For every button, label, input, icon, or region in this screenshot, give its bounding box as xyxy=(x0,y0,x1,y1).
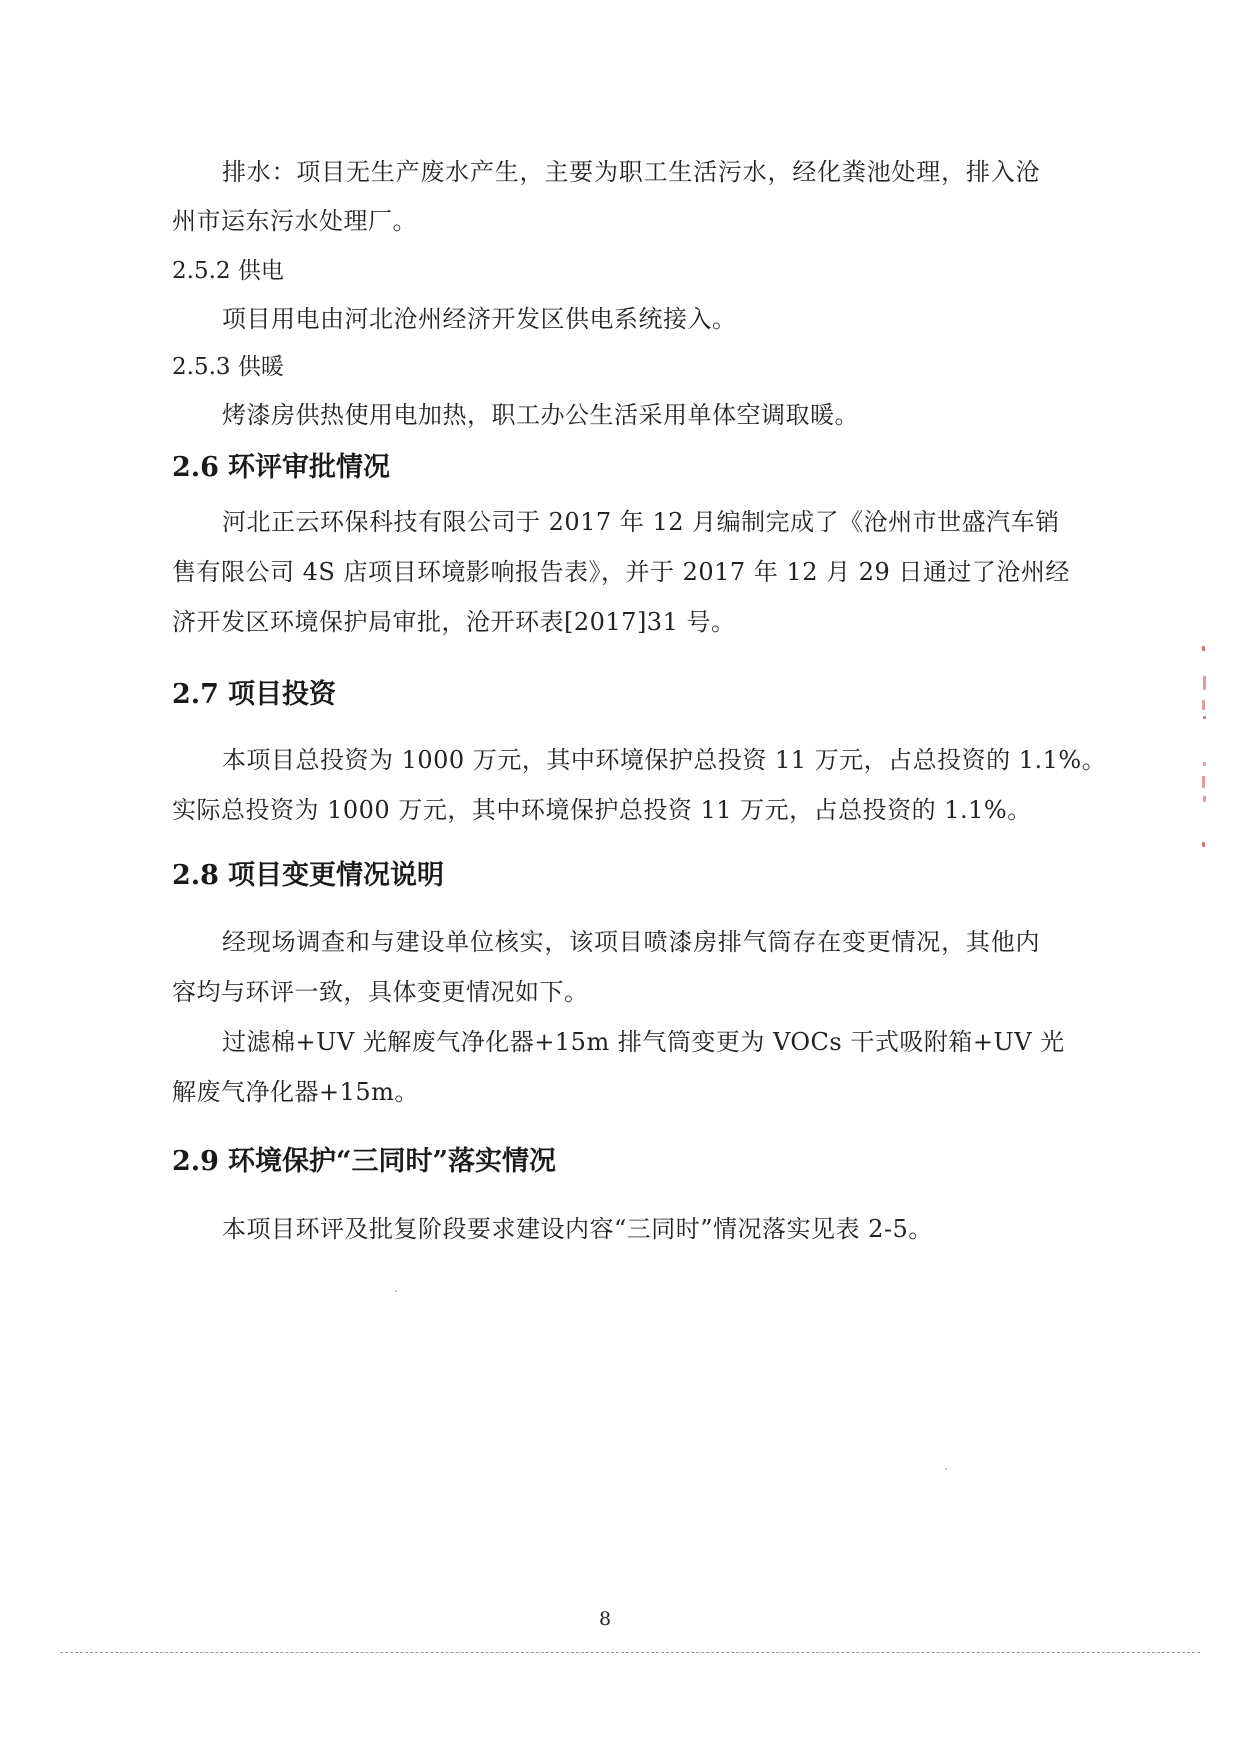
eia-approval-line-2: 售有限公司 4S 店项目环境影响报告表》，并于 2017 年 12 月 29 日通过了沧州经 xyxy=(172,558,1070,586)
power-supply-paragraph: 项目用电由河北沧州经济开发区供电系统接入。 xyxy=(222,305,737,333)
subsection-heading-2-5-3: 2.5.3 供暖 xyxy=(172,354,284,380)
stamp-mark xyxy=(1202,646,1205,651)
eia-approval-line-3: 济开发区环境保护局审批，沧开环表[2017]31 号。 xyxy=(172,608,736,636)
stamp-mark xyxy=(1203,676,1206,690)
change-line-2: 容均与环评一致，具体变更情况如下。 xyxy=(172,978,589,1006)
section-title: 项目投资 xyxy=(228,679,336,710)
stamp-mark xyxy=(1203,716,1206,719)
stamp-mark xyxy=(1203,796,1206,802)
section-title: 项目变更情况说明 xyxy=(228,860,444,891)
change-line-3: 过滤棉+UV 光解废气净化器+15m 排气筒变更为 VOCs 干式吸附箱+UV 光 xyxy=(222,1028,1065,1056)
section-title: 环境保护“三同时”落实情况 xyxy=(228,1146,557,1177)
drainage-line-2: 州市运东污水处理厂。 xyxy=(172,207,417,235)
subsection-heading-2-5-2: 2.5.2 供电 xyxy=(172,258,284,284)
stamp-mark xyxy=(1202,842,1205,847)
section-number: 2.7 xyxy=(172,679,219,710)
drainage-line-1: 排水：项目无生产废水产生，主要为职工生活污水，经化粪池处理，排入沧 xyxy=(222,158,1040,186)
section-number: 2.8 xyxy=(172,860,219,891)
investment-line-2: 实际总投资为 1000 万元，其中环境保护总投资 11 万元，占总投资的 1.1%。 xyxy=(172,796,1032,824)
stamp-mark xyxy=(1202,700,1205,710)
stamp-mark xyxy=(1202,776,1205,788)
section-heading-2-6 xyxy=(172,451,390,485)
scan-speck xyxy=(395,1290,397,1292)
investment-line-1: 本项目总投资为 1000 万元，其中环境保护总投资 11 万元，占总投资的 1.1%。 xyxy=(222,746,1107,774)
scan-speck xyxy=(945,1468,947,1470)
section-title: 环评审批情况 xyxy=(228,452,390,483)
stamp-mark xyxy=(1203,762,1206,766)
heating-paragraph: 烤漆房供热使用电加热，职工办公生活采用单体空调取暖。 xyxy=(222,401,859,429)
eia-approval-line-1: 河北正云环保科技有限公司于 2017 年 12 月编制完成了《沧州市世盛汽车销 xyxy=(222,508,1060,536)
section-heading-2-7 xyxy=(172,678,336,712)
section-number: 2.6 xyxy=(172,452,219,483)
change-line-1: 经现场调查和与建设单位核实，该项目喷漆房排气筒存在变更情况，其他内 xyxy=(222,928,1040,956)
section-number: 2.9 xyxy=(172,1146,219,1177)
change-line-4: 解废气净化器+15m。 xyxy=(172,1078,419,1106)
page-number: 8 xyxy=(598,1608,612,1630)
footer-rule xyxy=(60,1652,1200,1653)
section-heading-2-8 xyxy=(172,859,444,893)
three-simultaneous-paragraph: 本项目环评及批复阶段要求建设内容“三同时”情况落实见表 2-5。 xyxy=(222,1215,933,1243)
section-heading-2-9 xyxy=(172,1145,556,1179)
